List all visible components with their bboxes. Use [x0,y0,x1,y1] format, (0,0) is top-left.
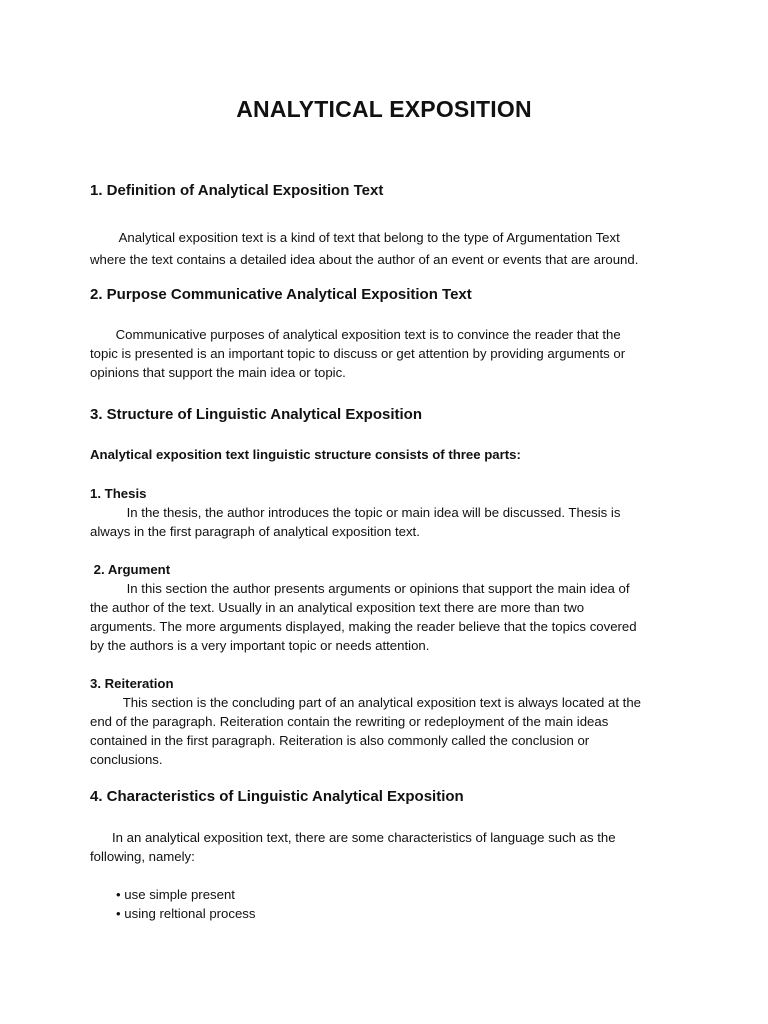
section-3-intro: Analytical exposition text linguistic structure consists of three parts: [90,447,521,462]
list-item: • using reltional process [116,906,256,921]
paragraph-line: end of the paragraph. Reiteration contain the rewriting or redeployment of the main ideas [90,714,609,729]
section-2-paragraph [90,325,625,382]
part-thesis [90,484,620,541]
section-3-heading: 3. Structure of Linguistic Analytical Exposition [90,406,422,423]
paragraph-line: opinions that support the main idea or topic. [90,365,346,380]
characteristics-list [116,885,256,923]
paragraph-line: In the thesis, the author introduces the topic or main idea will be discussed. Thesis is [90,505,621,520]
part-label: 1. Thesis [90,486,147,501]
paragraph-line: always in the first paragraph of analytical exposition text. [90,524,420,539]
section-1-paragraph [90,228,638,269]
paragraph-line: Analytical exposition text is a kind of text that belong to the type of Argumentation Text [90,230,620,245]
part-reiteration [90,674,641,769]
paragraph-line: In this section the author presents arguments or opinions that support the main idea of [90,581,630,596]
paragraph-line: arguments. The more arguments displayed, making the reader believe that the topics covered [90,619,637,634]
list-item: • use simple present [116,887,235,902]
paragraph-line: In an analytical exposition text, there are some characteristics of language such as the [90,830,616,845]
section-1-heading: 1. Definition of Analytical Exposition Text [90,182,384,199]
paragraph-line: by the authors is a very important topic or needs attention. [90,638,430,653]
section-4-heading: 4. Characteristics of Linguistic Analytical Exposition [90,788,464,805]
part-argument [90,560,637,655]
part-label: 3. Reiteration [90,676,174,691]
paragraph-line: the author of the text. Usually in an analytical exposition text there are more than two [90,600,585,615]
paragraph-line: contained in the first paragraph. Reiteration is also commonly called the conclusion or [90,733,590,748]
section-2-heading: 2. Purpose Communicative Analytical Exposition Text [90,286,472,303]
paragraph-line: This section is the concluding part of an analytical exposition text is always located at the [90,695,641,710]
paragraph-line: conclusions. [90,752,163,767]
part-label: 2. Argument [90,562,171,577]
paragraph-line: Communicative purposes of analytical exposition text is to convince the reader that the [90,327,621,342]
document-title: ANALYTICAL EXPOSITION [236,96,532,122]
paragraph-line: following, namely: [90,849,195,864]
paragraph-line: topic is presented is an important topic to discuss or get attention by providing arguments or [90,346,626,361]
section-4-paragraph [90,828,616,866]
paragraph-line: where the text contains a detailed idea about the author of an event or events that are around. [90,252,639,267]
